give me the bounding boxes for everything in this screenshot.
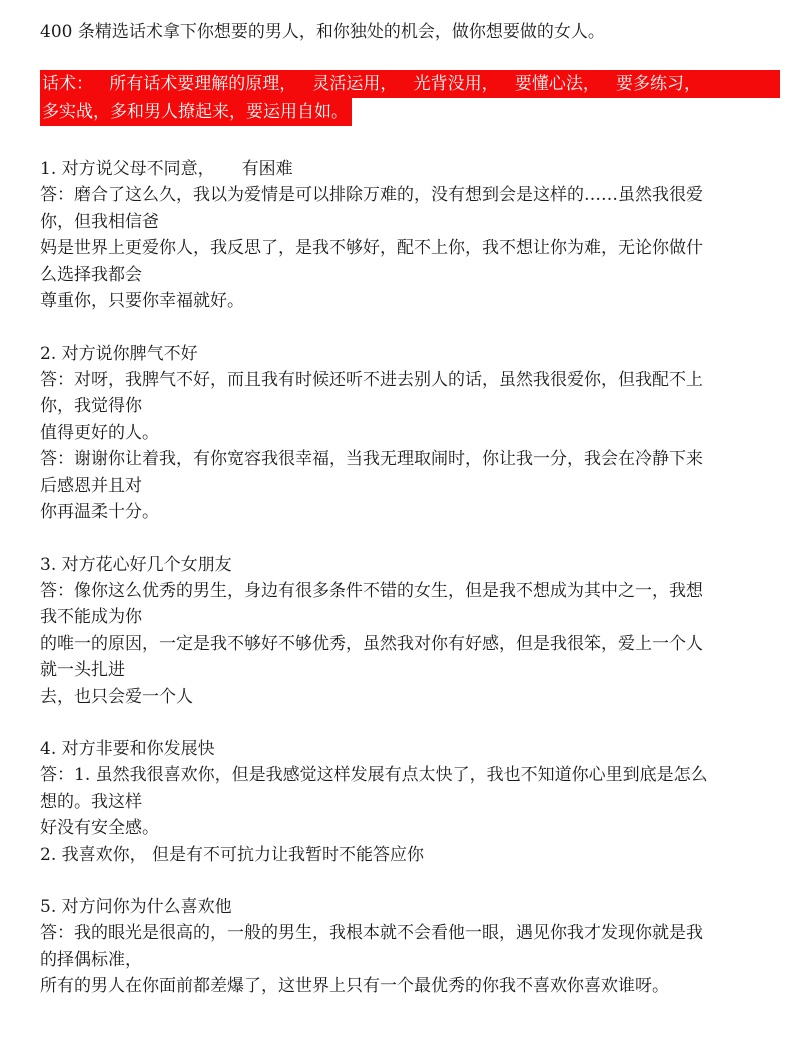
section-heading: 4. 对方非要和你发展快 bbox=[40, 739, 215, 759]
answer-line: 后感恩并且对 bbox=[40, 475, 142, 496]
qa-section-4 bbox=[40, 736, 780, 868]
banner-line-1: 话术： 所有话术要理解的原理， 灵活运用， 光背没用， 要懂心法， 要多练习， bbox=[40, 70, 780, 98]
answer-line: 答：像你这么优秀的男生，身边有很多条件不错的女生，但是我不想成为其中之一，我想 bbox=[40, 580, 703, 601]
qa-section-1 bbox=[40, 156, 780, 315]
answer-line: 2. 我喜欢你， 但是有不可抗力让我暂时不能答应你 bbox=[40, 844, 425, 865]
document-body bbox=[40, 20, 780, 1026]
answer-line: 么选择我都会 bbox=[40, 264, 142, 285]
answer-line: 答：我的眼光是很高的，一般的男生，我根本就不会看他一眼，遇见你我才发现你就是我 bbox=[40, 923, 703, 943]
answer-line: 你，但我相信爸 bbox=[40, 211, 159, 232]
highlight-banner bbox=[40, 70, 780, 126]
answer-line: 答：磨合了这么久，我以为爱情是可以排除万难的，没有想到会是这样的……虽然我很爱 bbox=[40, 185, 703, 205]
answer-line: 就一头扎进 bbox=[40, 660, 125, 680]
answer-line: 妈是世界上更爱你人，我反思了，是我不够好，配不上你，我不想让你为难，无论你做什 bbox=[40, 238, 703, 258]
answer-line: 你再温柔十分。 bbox=[40, 502, 159, 522]
banner-line-2: 多实战，多和男人撩起来，要运用自如。 bbox=[40, 98, 352, 126]
section-heading: 1. 对方说父母不同意， 有困难 bbox=[40, 159, 293, 179]
section-heading: 2. 对方说你脾气不好 bbox=[40, 343, 198, 364]
answer-line: 我不能成为你 bbox=[40, 607, 142, 627]
answer-line: 值得更好的人。 bbox=[40, 422, 159, 443]
answer-line: 去，也只会爱一个人 bbox=[40, 686, 193, 707]
answer-line: 的择偶标准， bbox=[40, 949, 142, 970]
answer-line: 尊重你，只要你幸福就好。 bbox=[40, 291, 244, 311]
qa-sections bbox=[40, 156, 780, 1000]
answer-line: 所有的男人在你面前都差爆了，这世界上只有一个最优秀的你我不喜欢你喜欢谁呀。 bbox=[40, 976, 669, 996]
qa-section-2 bbox=[40, 341, 780, 526]
answer-line: 好没有安全感。 bbox=[40, 818, 159, 838]
answer-line: 答：谢谢你让着我，有你宽容我很幸福，当我无理取闹时，你让我一分，我会在冷静下来 bbox=[40, 449, 703, 469]
answer-line: 答：1. 虽然我很喜欢你，但是我感觉这样发展有点太快了，我也不知道你心里到底是怎么 bbox=[40, 765, 708, 785]
section-heading: 5. 对方问你为什么喜欢他 bbox=[40, 897, 232, 917]
answer-line: 答：对呀，我脾气不好，而且我有时候还听不进去别人的话，虽然我很爱你，但我配不上 bbox=[40, 369, 703, 390]
document-title: 400 条精选话术拿下你想要的男人，和你独处的机会，做你想要做的女人。 bbox=[40, 22, 605, 42]
answer-line: 的唯一的原因，一定是我不够好不够优秀，虽然我对你有好感，但是我很笨，爱上一个人 bbox=[40, 633, 703, 654]
qa-section-3 bbox=[40, 552, 780, 711]
qa-section-5 bbox=[40, 894, 780, 1000]
answer-line: 想的。我这样 bbox=[40, 791, 142, 812]
section-heading: 3. 对方花心好几个女朋友 bbox=[40, 554, 232, 575]
answer-line: 你，我觉得你 bbox=[40, 396, 142, 416]
